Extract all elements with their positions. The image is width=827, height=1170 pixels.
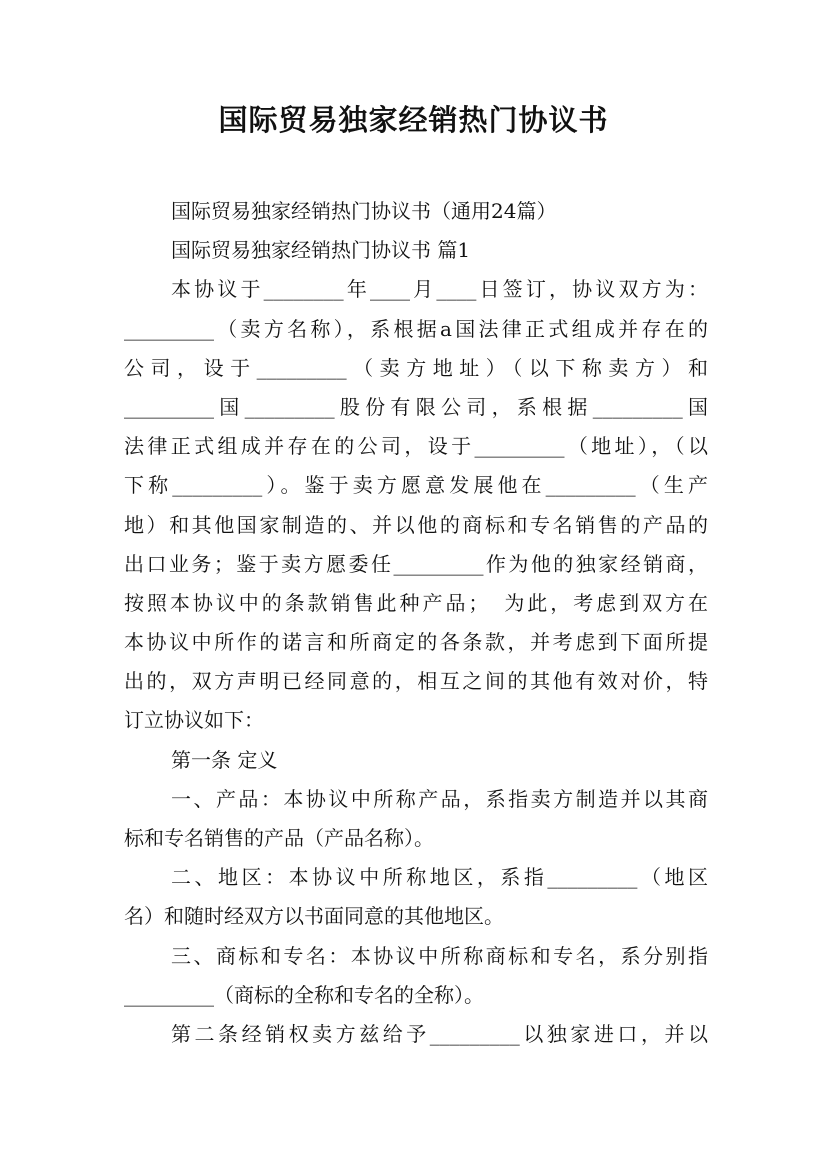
paragraph-line: 本协议中所作的诺言和所商定的各条款，并考虑到下面所提 xyxy=(124,630,708,655)
paragraph-line: 二、地区：本协议中所称地区，系指_________（地区 xyxy=(171,865,708,890)
paragraph-line: 本协议于________年____月____日签订，协议双方为： xyxy=(171,277,708,302)
paragraph-line: 国际贸易独家经销热门协议书（通用24篇） xyxy=(171,199,557,223)
section-heading: 第一条 定义 xyxy=(171,747,278,772)
paragraph-line: 出口业务；鉴于卖方愿委任_________作为他的独家经销商， xyxy=(124,551,708,576)
paragraph-line: 公司，设于_________（卖方地址）（以下称卖方）和 xyxy=(124,355,708,380)
paragraph-line: 按照本协议中的条款销售此种产品； 为此，考虑到双方在 xyxy=(124,590,708,615)
paragraph-line: 出的，双方声明已经同意的，相互之间的其他有效对价，特 xyxy=(124,669,708,694)
paragraph-line: 第二条经销权卖方兹给予_________以独家进口，并以 xyxy=(171,1021,708,1046)
paragraph-line: _________国_________股份有限公司，系根据_________国 xyxy=(124,394,708,419)
paragraph-line: 名）和随时经双方以书面同意的其他地区。 xyxy=(124,904,504,929)
paragraph-line: 三、商标和专名：本协议中所称商标和专名，系分别指 xyxy=(171,943,708,968)
paragraph-line: 法律正式组成并存在的公司，设于_________（地址），（以 xyxy=(124,434,708,459)
paragraph-line: 订立协议如下： xyxy=(124,708,264,733)
paragraph-line: 地）和其他国家制造的、并以他的商标和专名销售的产品的 xyxy=(124,512,708,537)
paragraph-line: _________（卖方名称），系根据a国法律正式组成并存在的 xyxy=(124,316,708,341)
paragraph-line: 国际贸易独家经销热门协议书 篇1 xyxy=(171,238,471,263)
paragraph-line: 一、产品：本协议中所称产品，系指卖方制造并以其商 xyxy=(171,786,708,811)
paragraph-line: _________（商标的全称和专名的全称）。 xyxy=(124,982,484,1007)
paragraph-line: 标和专名销售的产品（产品名称）。 xyxy=(124,826,434,850)
paragraph-line: 下称_________）。鉴于卖方愿意发展他在_________（生产 xyxy=(124,473,708,498)
document-title: 国际贸易独家经销热门协议书 xyxy=(218,103,609,137)
document-body xyxy=(124,192,708,1054)
